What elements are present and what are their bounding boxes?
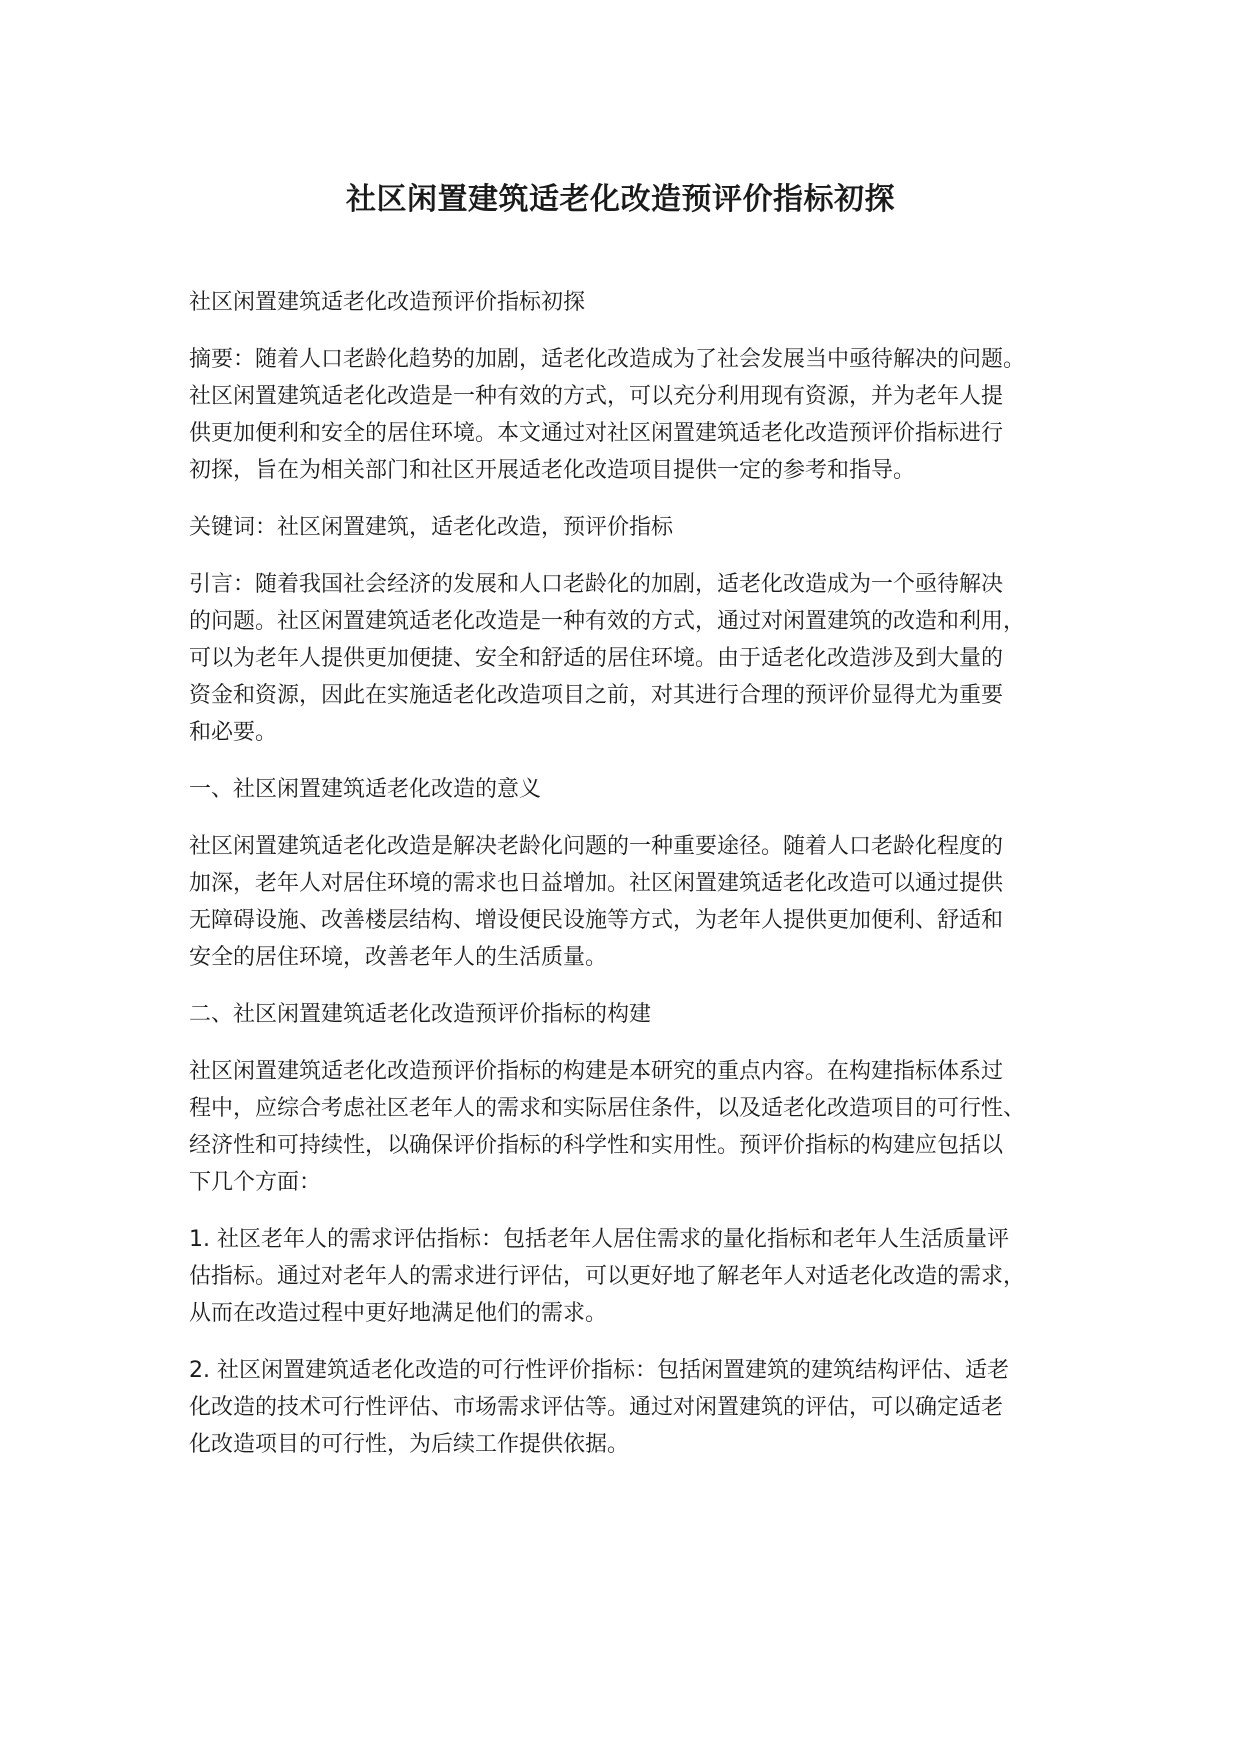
text-line: 程中，应综合考虑社区老年人的需求和实际居住条件，以及适老化改造项目的可行性、 — [189, 1096, 1026, 1121]
text-line: 二、社区闲置建筑适老化改造预评价指标的构建 — [189, 1002, 652, 1027]
text-line: 从而在改造过程中更好地满足他们的需求。 — [189, 1301, 608, 1326]
text-line: 可以为老年人提供更加便捷、安全和舒适的居住环境。由于适老化改造涉及到大量的 — [189, 646, 1004, 671]
text-line: 关键词：社区闲置建筑，适老化改造，预评价指标 — [189, 515, 674, 540]
text-line: 资金和资源，因此在实施适老化改造项目之前，对其进行合理的预评价显得尤为重要 — [189, 683, 1004, 708]
abstract-paragraph — [189, 341, 1079, 489]
section-1-paragraph — [189, 828, 1079, 976]
text-line: 初探，旨在为相关部门和社区开展适老化改造项目提供一定的参考和指导。 — [189, 458, 916, 483]
introduction-paragraph — [189, 566, 1079, 751]
text-line: 下几个方面： — [189, 1170, 322, 1195]
text-line: 供更加便利和安全的居住环境。本文通过对社区闲置建筑适老化改造预评价指标进行 — [189, 421, 1004, 446]
section-heading-1 — [189, 771, 1079, 808]
text-line: 社区闲置建筑适老化改造预评价指标初探 — [189, 290, 586, 315]
section-heading-2 — [189, 996, 1079, 1033]
text-line: 社区闲置建筑适老化改造是一种有效的方式，可以充分利用现有资源，并为老年人提 — [189, 384, 1004, 409]
list-item-1 — [189, 1221, 1079, 1332]
text-line: 一、社区闲置建筑适老化改造的意义 — [189, 777, 542, 802]
text-line: 社区闲置建筑适老化改造预评价指标的构建是本研究的重点内容。在构建指标体系过 — [189, 1059, 1004, 1084]
text-line: 引言：随着我国社会经济的发展和人口老龄化的加剧，适老化改造成为一个亟待解决 — [189, 572, 1004, 597]
keywords-paragraph — [189, 509, 1079, 546]
subtitle-paragraph — [189, 284, 1079, 321]
text-line: 摘要：随着人口老龄化趋势的加剧，适老化改造成为了社会发展当中亟待解决的问题。 — [189, 347, 1026, 372]
document-title: 社区闲置建筑适老化改造预评价指标初探 — [346, 182, 895, 217]
text-line: 安全的居住环境，改善老年人的生活质量。 — [189, 945, 608, 970]
text-line: 化改造的技术可行性评估、市场需求评估等。通过对闲置建筑的评估，可以确定适老 — [189, 1395, 1004, 1420]
text-line: 无障碍设施、改善楼层结构、增设便民设施等方式，为老年人提供更加便利、舒适和 — [189, 908, 1004, 933]
text-line: 加深，老年人对居住环境的需求也日益增加。社区闲置建筑适老化改造可以通过提供 — [189, 871, 1004, 896]
text-line: 化改造项目的可行性，为后续工作提供依据。 — [189, 1432, 630, 1457]
document-body — [189, 284, 1079, 1483]
text-line: 估指标。通过对老年人的需求进行评估，可以更好地了解老年人对适老化改造的需求， — [189, 1264, 1026, 1289]
list-item-2 — [189, 1352, 1079, 1463]
section-2-paragraph — [189, 1053, 1079, 1201]
text-line: 社区闲置建筑适老化改造是解决老龄化问题的一种重要途径。随着人口老龄化程度的 — [189, 834, 1004, 859]
text-line: 1. 社区老年人的需求评估指标：包括老年人居住需求的量化指标和老年人生活质量评 — [189, 1227, 1009, 1252]
text-line: 和必要。 — [189, 720, 278, 745]
text-line: 2. 社区闲置建筑适老化改造的可行性评价指标：包括闲置建筑的建筑结构评估、适老 — [189, 1358, 1009, 1383]
text-line: 的问题。社区闲置建筑适老化改造是一种有效的方式，通过对闲置建筑的改造和利用， — [189, 609, 1026, 634]
text-line: 经济性和可持续性，以确保评价指标的科学性和实用性。预评价指标的构建应包括以 — [189, 1133, 1004, 1158]
